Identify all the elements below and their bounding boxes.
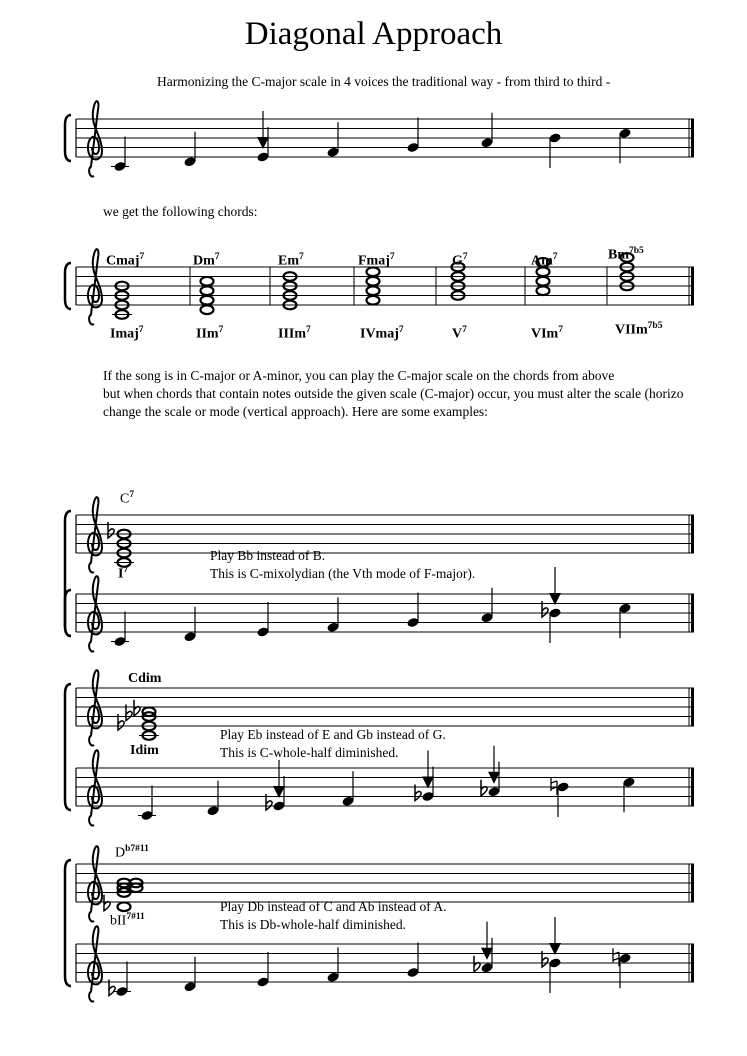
example-1-line-2: This is C-mixolydian (the Vth mode of F-major).: [210, 566, 476, 581]
example-1-line-1: Play Bb instead of B.: [210, 548, 326, 563]
page-title: Diagonal Approach: [244, 16, 503, 52]
system-bracket: [65, 263, 71, 309]
intro-text: Harmonizing the C-major scale in 4 voices the traditional way - from third to third -: [157, 74, 611, 89]
example-2-line-1: Play Eb instead of E and Gb instead of G.: [220, 727, 446, 742]
roman-v7: $V^7$: [452, 325, 467, 342]
chord-name-bm7b5: $Bm^{7b5}$: [608, 246, 644, 263]
flat-icon: [481, 780, 487, 796]
chord-name-fmaj7: Fmaj$^7$: [358, 252, 395, 269]
treble-clef-icon: [88, 576, 102, 651]
whole-note-head: [201, 296, 214, 305]
example-3-chord: $D^{b7\#11}$: [115, 844, 149, 861]
roman-iim7: IIm$^7$: [196, 325, 224, 342]
roman-iiim7: IIIm$^7$: [278, 325, 311, 342]
paragraph-line-2: but when chords that contain notes outside the given scale (C-major) occur, you must alter the scale (horizo: [103, 386, 684, 401]
treble-clef-icon: [88, 670, 102, 745]
flat-icon: [134, 700, 140, 716]
example-3-line-1: Play Db instead of C and Ab instead of A.: [220, 899, 447, 914]
whole-note-head: [367, 286, 380, 295]
flat-icon: [474, 956, 480, 972]
roman-imaj7: Imaj$^7$: [110, 325, 144, 342]
whole-note-head: [118, 902, 131, 911]
whole-note-head: [201, 286, 214, 295]
system-bracket: [65, 590, 71, 636]
example-2-chord: Cdim: [128, 671, 162, 686]
natural-icon: [551, 777, 557, 795]
we-get-text: we get the following chords:: [103, 204, 258, 219]
system-bracket: [65, 684, 71, 810]
treble-clef-icon: [88, 497, 102, 572]
chord-name-am7: Am$^7$: [531, 252, 558, 269]
example-3-roman: bII$^{7\#11}$: [110, 912, 145, 929]
treble-clef-icon: [88, 926, 102, 1001]
roman-ivmaj7: IVmaj$^7$: [360, 325, 404, 342]
roman-viim7b5: VIIm$^{7b5}$: [615, 321, 663, 338]
treble-clef-icon: [88, 750, 102, 825]
example-1-chord: $C^7$: [120, 490, 135, 507]
system-bracket: [65, 115, 71, 161]
example-1-roman: $I^7$: [118, 565, 129, 582]
paragraph-line-3: change the scale or mode (vertical approach). Here are some examples:: [103, 404, 488, 419]
example-2-line-2: This is C-whole-half diminished.: [220, 745, 399, 760]
whole-note-head: [201, 305, 214, 314]
whole-note-head: [537, 286, 550, 295]
treble-clef-icon: [88, 846, 102, 921]
roman-vim7: VIm$^7$: [531, 325, 563, 342]
chord-name-g7: $G^7$: [452, 252, 468, 269]
chord-name-cmaj7: Cmaj$^7$: [106, 252, 145, 269]
chord-name-em7: Em$^7$: [278, 252, 304, 269]
paragraph-line-1: If the song is in C-major or A-minor, you can play the C-major scale on the chords from above: [103, 368, 615, 383]
example-3-line-2: This is Db-whole-half diminished.: [220, 917, 406, 932]
whole-note-head: [367, 277, 380, 286]
chord-name-dm7: Dm$^7$: [193, 252, 220, 269]
natural-icon: [613, 948, 619, 966]
whole-note-head: [367, 296, 380, 305]
flat-icon: [104, 895, 110, 911]
whole-note-head: [201, 277, 214, 286]
example-2-roman: Idim: [130, 743, 159, 758]
treble-clef-icon: [88, 101, 102, 176]
system-bracket: [65, 860, 71, 986]
whole-note-head: [537, 277, 550, 286]
treble-clef-icon: [88, 249, 102, 324]
